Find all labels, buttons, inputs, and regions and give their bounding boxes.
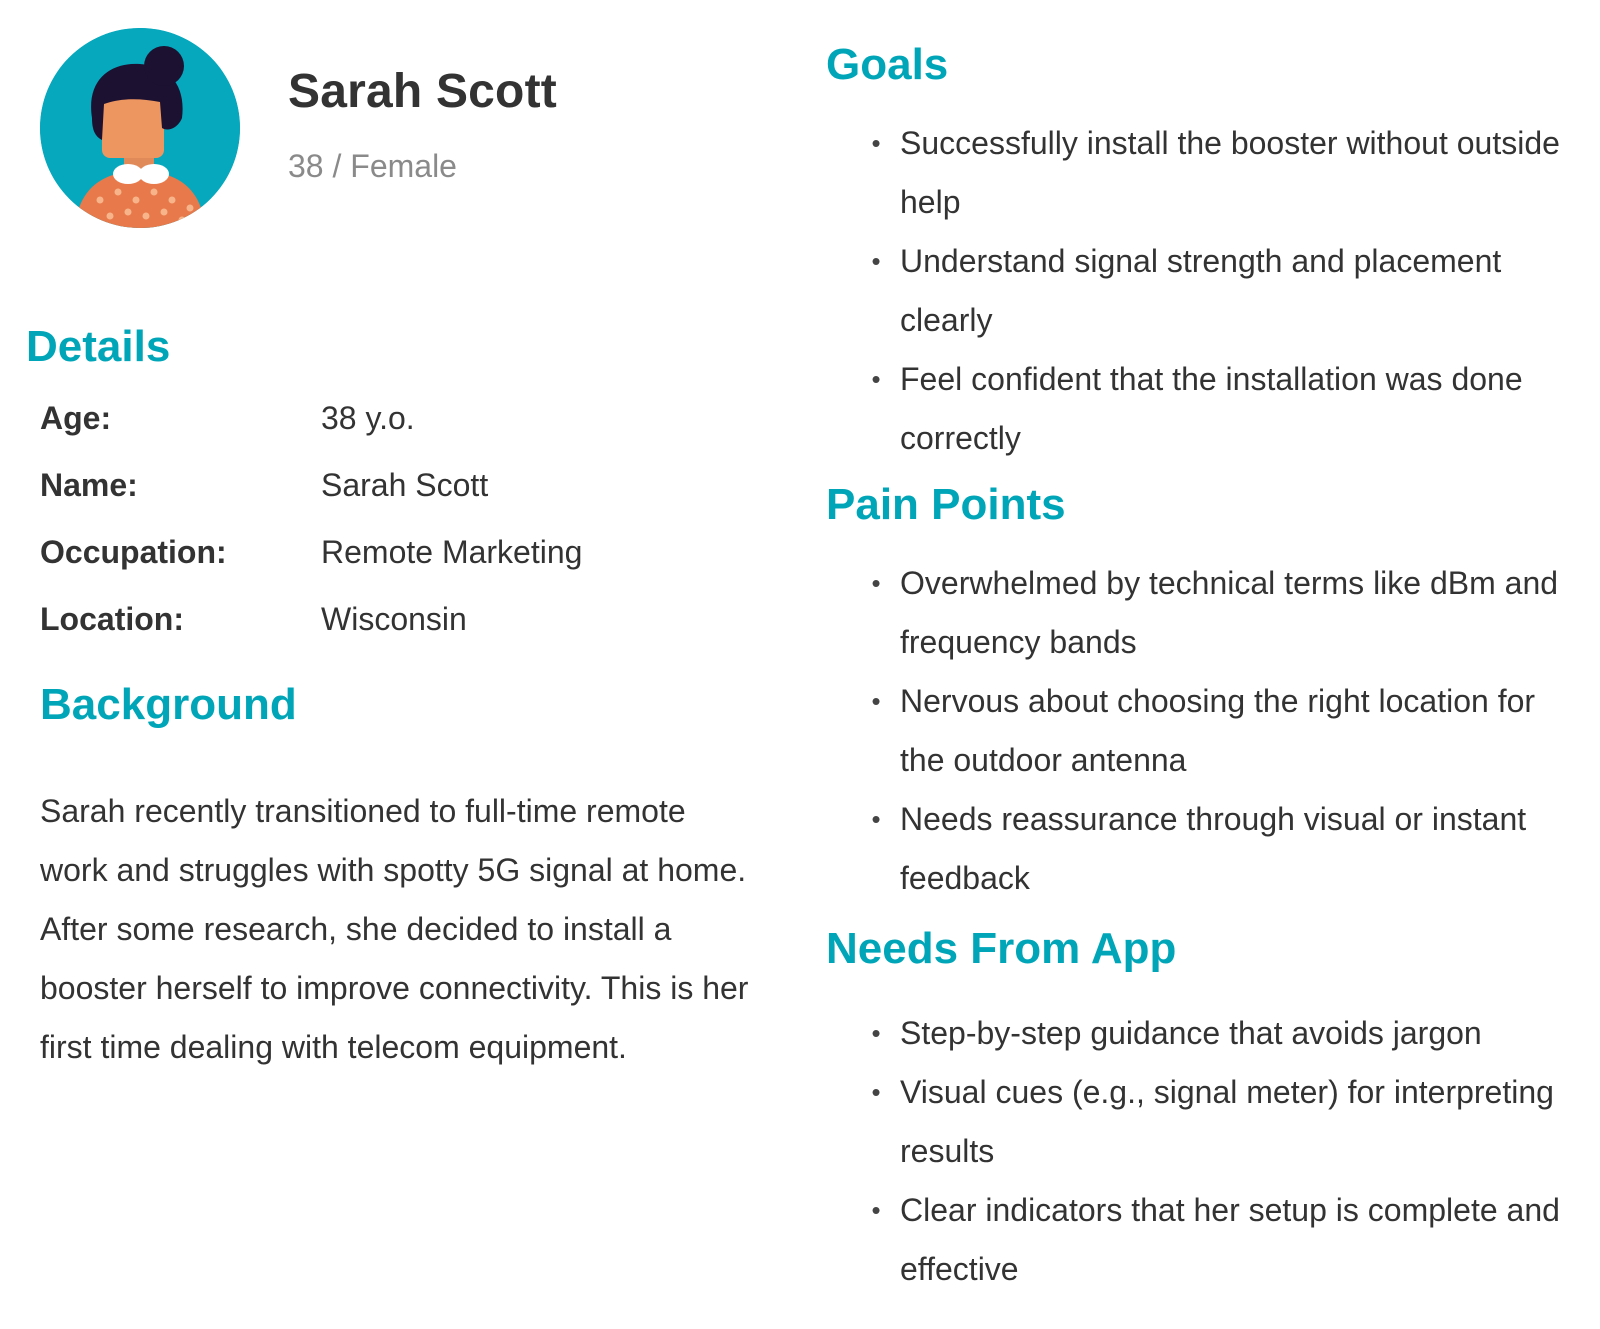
- list-item-text: Feel confident that the installation was done correctly: [900, 361, 1523, 456]
- profile-subtitle: 38 / Female: [288, 148, 457, 184]
- bullet-icon: •: [871, 804, 881, 834]
- list-item-text: Step-by-step guidance that avoids jargon: [900, 1015, 1482, 1051]
- list-item-text: Nervous about choosing the right location for the outdoor antenna: [900, 683, 1536, 778]
- detail-value: Sarah Scott: [321, 467, 489, 503]
- pain-points-heading: Pain Points: [826, 480, 1066, 529]
- bullet-icon: •: [871, 246, 881, 276]
- list-item: [866, 672, 1576, 790]
- details-table: [40, 400, 740, 668]
- detail-value: 38 y.o.: [321, 400, 415, 436]
- list-item: [866, 1063, 1576, 1181]
- list-item: [866, 350, 1576, 468]
- list-item: [866, 1181, 1576, 1299]
- detail-label: Age:: [40, 400, 112, 436]
- avatar-illustration: [40, 28, 240, 228]
- list-item: [866, 232, 1576, 350]
- detail-row-name: [40, 467, 740, 534]
- details-heading: Details: [26, 322, 171, 371]
- bullet-icon: •: [871, 1077, 881, 1107]
- goals-heading: Goals: [826, 40, 949, 89]
- detail-label: Location:: [40, 601, 184, 637]
- goals-list: [866, 114, 1576, 468]
- list-item-text: Clear indicators that her setup is complete and effective: [900, 1192, 1560, 1287]
- detail-label: Name:: [40, 467, 138, 503]
- bullet-icon: •: [871, 364, 881, 394]
- bullet-icon: •: [871, 128, 881, 158]
- profile-name: Sarah Scott: [288, 65, 557, 118]
- list-item: [866, 1004, 1576, 1063]
- detail-value: Remote Marketing: [321, 534, 583, 570]
- detail-row-occupation: [40, 534, 740, 601]
- detail-row-location: [40, 601, 740, 668]
- avatar: [40, 28, 240, 228]
- list-item-text: Needs reassurance through visual or instant feedback: [900, 801, 1527, 896]
- bullet-icon: •: [871, 1195, 881, 1225]
- detail-label: Occupation:: [40, 534, 227, 570]
- bullet-icon: •: [871, 568, 881, 598]
- list-item-text: Successfully install the booster without outside help: [900, 125, 1560, 220]
- pain-points-list: [866, 554, 1576, 908]
- background-paragraph: Sarah recently transitioned to full-time remote work and struggles with spotty 5G signal at home. After some research, she decided to install a booster herself to improve connectivity. This is her first time dealing with telecom equipment.: [40, 793, 749, 1065]
- detail-row-age: [40, 400, 740, 467]
- list-item-text: Overwhelmed by technical terms like dBm and frequency bands: [900, 565, 1559, 660]
- needs-list: [866, 1004, 1576, 1299]
- list-item-text: Understand signal strength and placement clearly: [900, 243, 1502, 338]
- bullet-icon: •: [871, 1018, 881, 1048]
- list-item: [866, 554, 1576, 672]
- list-item: [866, 790, 1576, 908]
- list-item: [866, 114, 1576, 232]
- needs-heading: Needs From App: [826, 924, 1177, 973]
- list-item-text: Visual cues (e.g., signal meter) for interpreting results: [900, 1074, 1554, 1169]
- detail-value: Wisconsin: [321, 601, 467, 637]
- bullet-icon: •: [871, 686, 881, 716]
- background-heading: Background: [40, 680, 297, 729]
